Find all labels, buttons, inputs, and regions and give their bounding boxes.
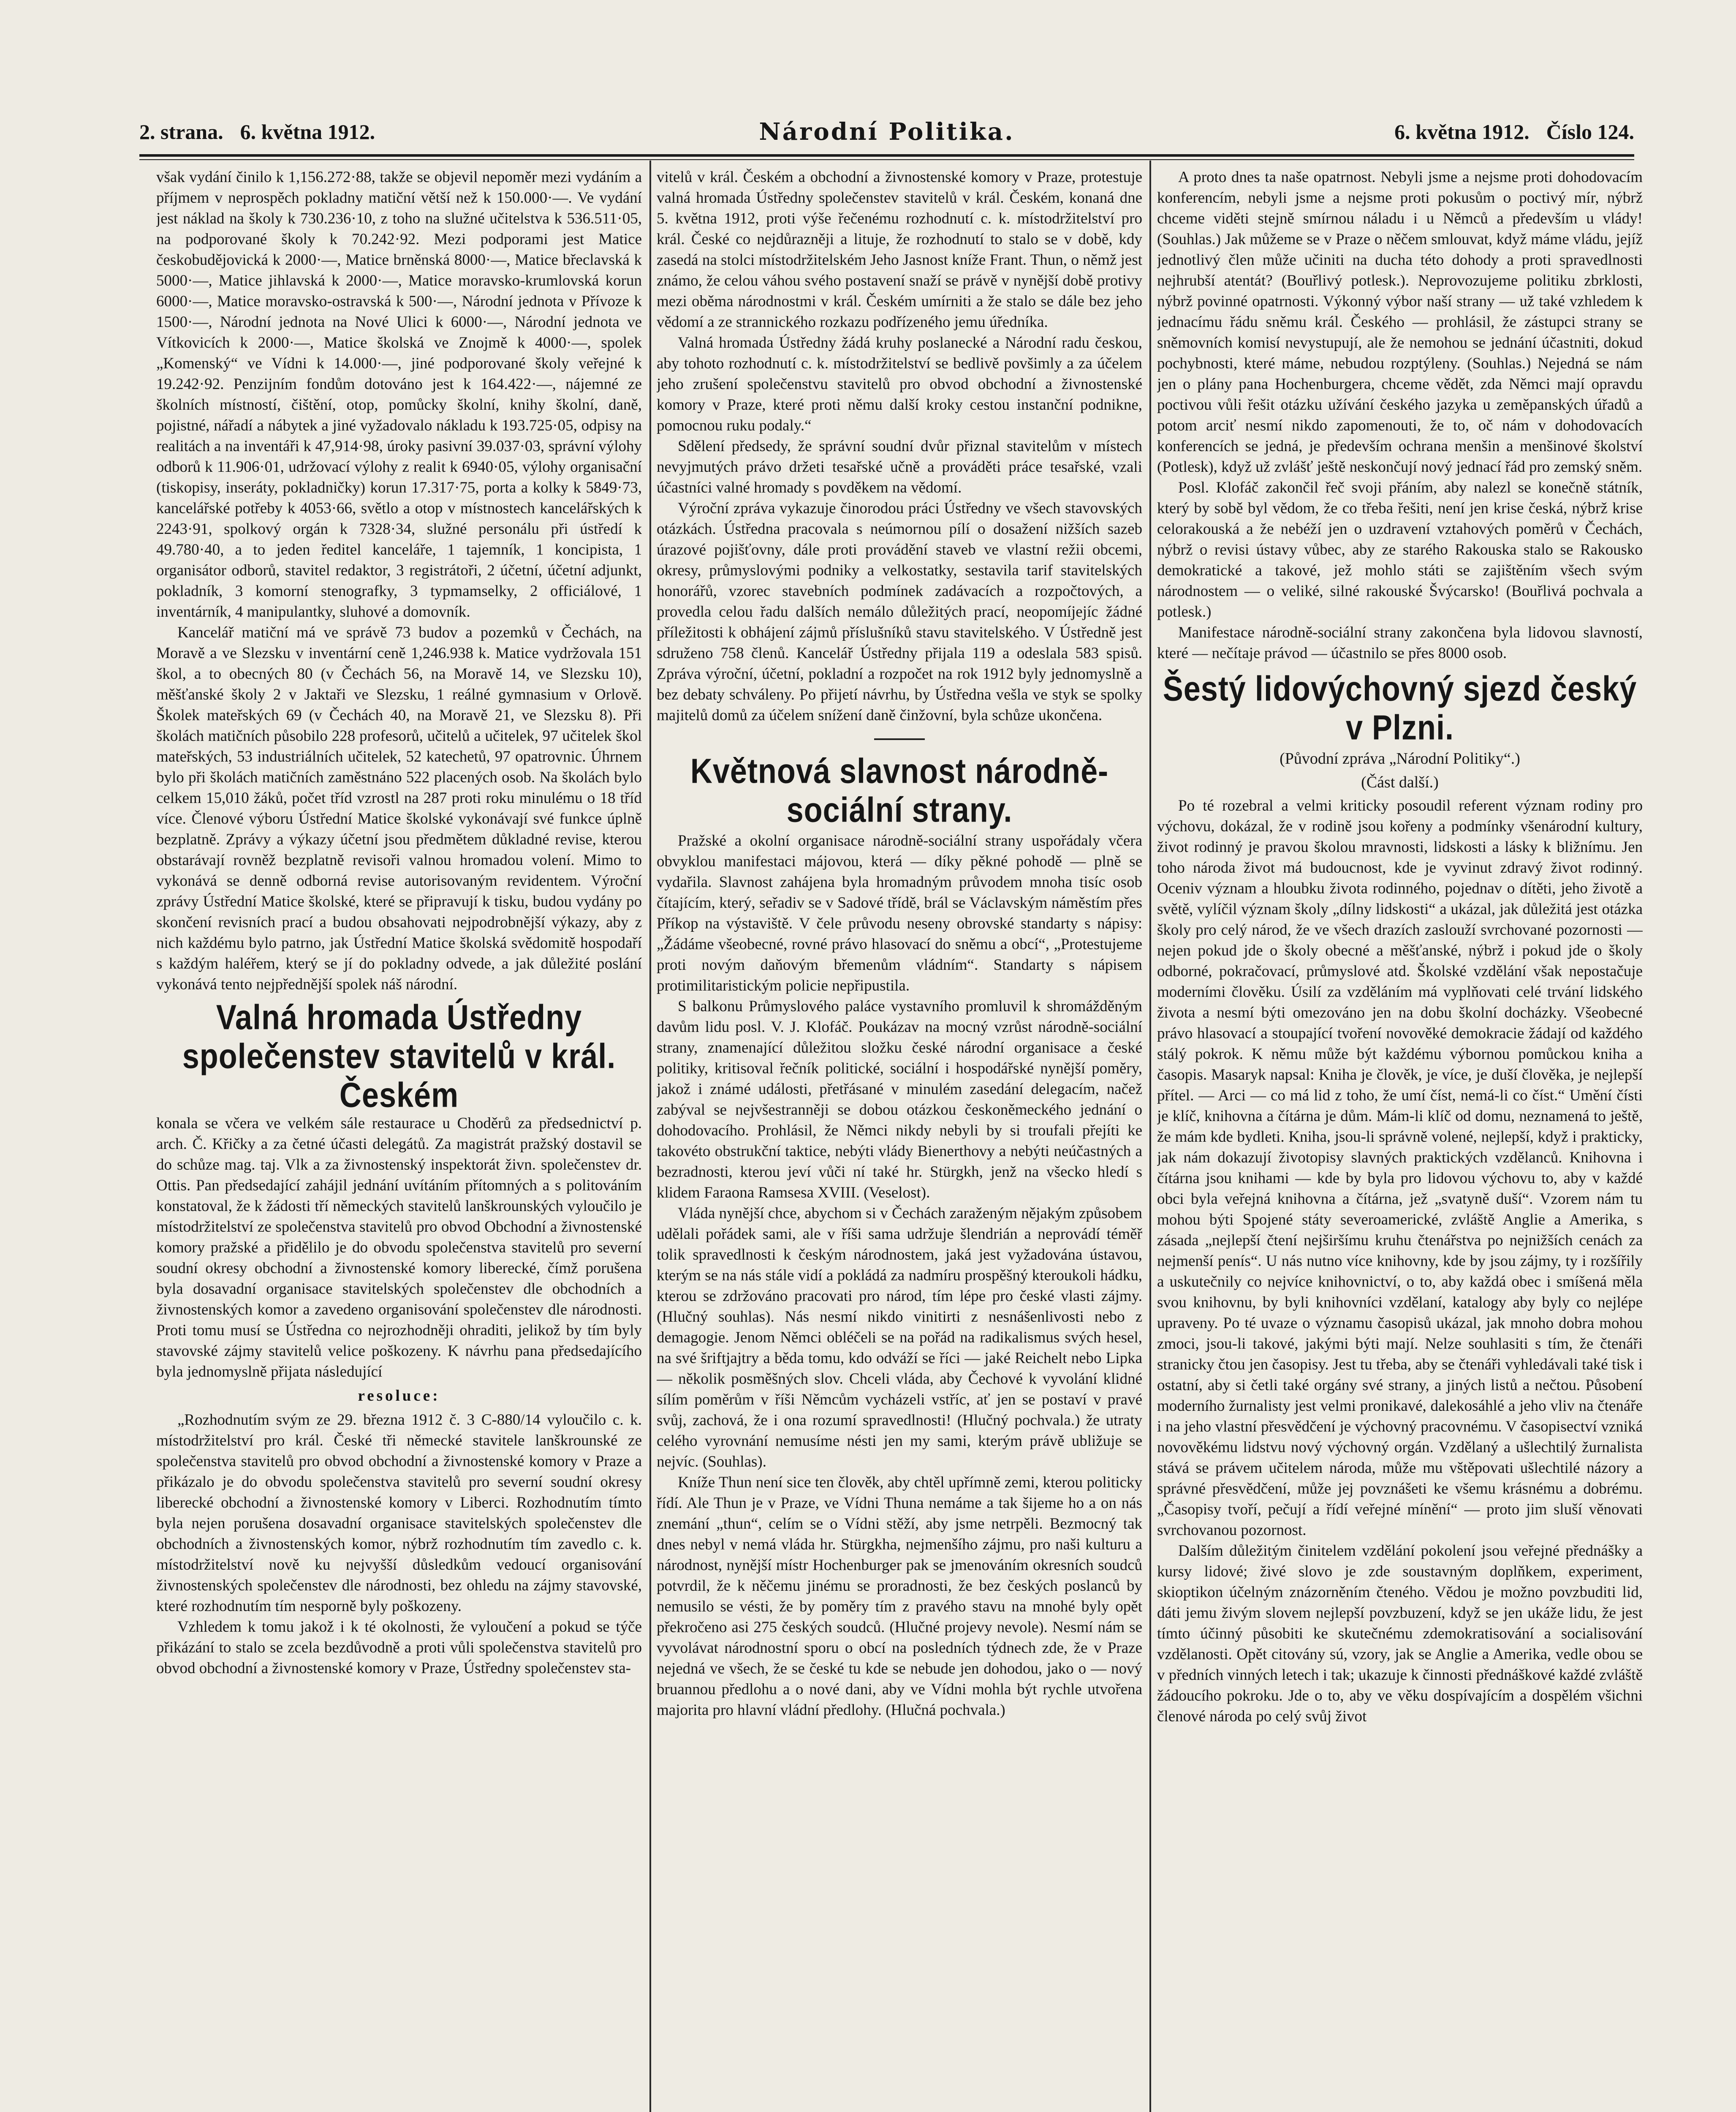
header-rule <box>139 154 1634 157</box>
article-subheading: (Část další.) <box>1361 773 1439 791</box>
issue-date-right: 6. května 1912. <box>1394 120 1530 144</box>
article-paragraph: Výroční zpráva vykazuje činorodou práci Ústředny ve všech stavovských otázkách. Ústředna pracovala s neúmornou pílí o dosažení nižších sazeb úrazové pojišťovny, dále proti provádění staveb ve vlastní režii obcemi, okresy, průmyslovými podniky a velkostatky, sestavila tarif stavitelských honorářů, vzorec stavebních podmínek zadávacích a rozpočtových, a provedla celou řadu dalších nemálo důležitých prací, neopomíjejíc žádné příležitosti k obhájení zájmů příslušníků stavu stavitelského. V Ústředně jest sdruženo 758 členů. Kancelář Ústředny přijala 119 a odeslala 583 spisů. Zpráva výroční, účetní, pokladní a rozpočet na rok 1912 byly jednomyslně a bez debaty schváleny. Po přijetí návrhu, by Ústředna vešla ve styk se spolky majitelů domů za účelem snížení daně činžovní, byla schůze ukončena. <box>657 500 1142 724</box>
article-paragraph: Sdělení předsedy, že správní soudní dvůr přiznal stavitelům v místech nevyjmutých právo držeti tesařské učně a prováděti práce tesařské, vzali účastníci valné hromady s povděkem na vědomí. <box>657 438 1142 496</box>
page-header <box>139 111 1634 153</box>
article-paragraph: Dalším důležitým činitelem vzdělání pokolení jsou veřejné přednášky a kursy lidové; živé slovo je zde soustavným doplňkem, experiment, skioptikon účelným znázorněním čteného. Vědou je možno povzbuditi lid, dáti jemu živým slovem nejlepší povzbuzení, když se jen ukáže lidu, že jest tímto účinný působiti ke skutečnému zdemokratisování a socialisování vzdělanosti. Opět citovány sú, vzory, jak se Anglie a Amerika, vedle obou se v předních vinných letech i tak; ukazuje k činnosti přednáškové každé zvláště žádoucího pokroku. Jde o to, aby ve věku dospívajícím a dospělém všichni členové národa po celý svůj život <box>1157 1542 1643 1725</box>
column-divider <box>649 161 651 2112</box>
article-paragraph: Posl. Klofáč zakončil řeč svoji přáním, aby nalezl se konečně státník, který by sobě byl vědom, že co třeba řešiti, není jen krise česká, nýbrž krise celorakouská a že nebéží jen o uzdravení vztahových poměrů v Čechách, nýbrž o revisi ústavy vůbec, aby ze starého Rakouska stalo se Rakousko demokratické a takové, jež mohlo státi se zajištěním všech svým národnostem — o veliké, silné rakouské Švýcarsko! (Bouřlivá pochvala a potlesk.) <box>1157 479 1643 621</box>
article-paragraph: vitelů v král. Českém a obchodní a živnostenské komory v Praze, protestuje valná hromada Ústředny společenstev stavitelů v král. Českém, konaná dne 5. května 1912, proti výše řečenému rozhodnutí c. k. místodržitelství pro král. České co nejdůrazněji a lituje, že rozhodnutí to stalo se v době, kdy zasedá na stolci místodržitelském Jeho Jasnost kníže Frant. Thun, o němž jest známo, že celou váhou svého postavení snaží se právě v nynější době protivy mezi oběma národnostmi v král. Českém umírniti a že stalo se dále bez jeho vědomí a ze strannického rozkazu podřízeného jemu úředníka. <box>657 169 1142 331</box>
article-headline: Květnová slavnost národně-sociální strany. <box>690 752 1109 830</box>
issue-number: Číslo 124. <box>1546 120 1634 144</box>
issue-date-left: 6. května 1912. <box>240 120 375 144</box>
article-paragraph: Po té rozebral a velmi kriticky posoudil referent význam rodiny pro výchovu, dokázal, že v rodině jsou kořeny a podmínky všenárodní kultury, život rodinný je pravou školou mravnosti, lidskosti a lásky k bližnímu. Jen toho národa život má budoucnost, kde je vyvinut zdravý život rodinný. Oceniv význam a hloubku života rodinného, pojednav o dítěti, jeho životě a světě, vylíčil význam školy „dílny lidskosti“ a ukázal, jak důležitá jest otázka školy pro celý národ, že ve všech drazích zaslouží svrchované pozornosti — nejen pokud jde o školy obecné a měšťanské, nýbrž i pokud jde o školy odborné, pokračovací, průmyslové atd. Školské vzdělání však nepostačuje moderními člověku. Úsilí za vzděláním má vyplňovati celé trvání lidského života a nesmí býti omezováno jen na dobu školní docházky. Všeobecné právo hlasovací a stoupající tvoření novověké demokracie žádají od každého stálý pokrok. K němu může být každému výbornou pomůckou kniha a časopis. Masaryk napsal: Kniha je člověk, je více, je duší člověka, je nejlepší přítel. — Arci — co má lid z toho, že umí číst, nemá-li co číst.“ Umění čísti je klíč, knihovna a čítárna je dům. Mám-li klíč od domu, neznamená to ještě, že mám kde bydleti. Kniha, jsou-li správně volené, nejlepší, když i prakticky, jak nám dokazují životopisy slavných praktických vzdělanců. Knihovna i čítárna jsou knihami — kde by byla pro lidovou výchovu to, aby v každé obci byla veřejná knihovna a čítárna, jež „svatyně duší“. Vzorem nám tu mohou býti Spojené státy severoamerické, zvláště Anglie a Amerika, s zásada „nejlepší čtení nejširšímu kruhu čtenářstva po nejnižších cenách za nejmenší penís“. U nás nutno více knihovny, kde by jsou zájmy, ty i rozšířily a uskutečnily co nejvíce knihovnictví, o to, aby každá obec i smíšená měla svou knihovnu, by byli knihovníci vzdělaní, katalogy aby byly co nejlépe upraveny. Po té uvaze o významu časopisů ukázal, jak mnoho dobra mohou zmoci, jsou-li takové, jakými býti mají. Nelze souhlasiti s tím, že čtenáři stranicky čtou jen časopisy. Jest tu třeba, aby se čtenáři vyhledávali také tisk i ostatní, aby si četli také orgány své strany, a jiných listů a nečtou. Působení moderního žurnalisty jest velmi pronikavé, dalekosáhlé a jeho vliv na čtenáře i na jeho vlastní přesvědčení je výchovný pracovnému. V časopisectví vzniká novověkému lidstvu nový výchovný orgán. Vzdělaný a ušlechtilý žurnalista stává se právem učitelem národa, může mu vštěpovati ušlechtilé názory a správné přesvědčení, může jej povznášeti ke všemu krásnému a dobrému. „Časopisy tvoří, pečují a řídí veřejné mínění“ — proto jim sluší věnovati svrchovanou pozornost. <box>1157 797 1643 1539</box>
column-divider <box>1149 161 1151 2112</box>
header-rule-thin <box>139 159 1634 160</box>
article-paragraph: Kníže Thun není sice ten člověk, aby chtěl upřímně zemi, kterou politicky řídí. Ale Thun je v Praze, ve Vídni Thuna nemáme a tak šijeme ho a on nás znemání „thun“, celím se o Vídni stěží, aby jsme netrpěli. Bezmocný tak dnes nebyl v nemá vláda hr. Stürgkha, nejmenšího zájmu, pro naši kulturu a národnost, nynější místr Hochenburger pak se jmenováním okresních soudců potvrdil, že k něčemu jinému se proradnosti, že bez českých poslanců by nemusilo se vésti, že by poměry tím z pravého stavu na mnohé byly opět překročeno asi 275 českých soudců. (Hlučné projevy nevole). Nesmí nám se vyvolávat národnostní sporu o obcí na posledních týdnech zde, že v Praze nejedná ve všech, že se české tu kde se nebude jen dohodou, jako o — nový bruannou předlohu a o nové dani, aby ve Vídni mohla být rychle utvořena majorita pro hlavní vládní předlohy. (Hlučná pochvala.) <box>657 1474 1142 1719</box>
column-1 <box>156 167 642 2112</box>
article-paragraph: Vláda nynější chce, abychom si v Čechách zaraženým nějakým způsobem udělali pořádek sami, ale v říši sama udržuje šlendrián a neprovádí téměř tolik spravedlnosti k českým národnostem, jaká jest vyžadována ústavou, kterým se na nás stále vidí a pokládá za nadmíru prospěšný kteroukoli hádku, kterou se zdržováno pracovati pro národ, tím lépe pro české vlasti zájmy. (Hlučný souhlas). Nás nesmí nikdo vinitirti z nesnášenlivosti nebo z demagogie. Jenom Němci obléčeli se na pořád na radikalismus svých hesel, na své šriftjajtry a běda tomu, kdo odváží se říci — jaké Reichelt nebo Lipka — několik posměšných slov. Chceli vláda, aby Čechové k vyvolání klidné sílím poměrům v říši Němcům vycházeli vstříc, ať jen se postaví v pravé svůj, zachová, že i ona rozumí spravedlnosti! (Hlučný pochvala.) že utraty celého vyrovnání nemusíme nésti jen my sami, kterým právě ubližuje se nejvíc. (Souhlas). <box>657 1205 1142 1470</box>
article-paragraph: Manifestace národně-sociální strany zakončena byla lidovou slavností, které — nečítaje právod — účastnilo se přes 8000 osob. <box>1157 624 1643 662</box>
section-separator <box>657 729 1142 746</box>
resolution-label: resoluce: <box>358 1387 440 1404</box>
page-number: 2. strana. <box>139 120 223 144</box>
article-paragraph: A proto dnes ta naše opatrnost. Nebyli jsme a nejsme proti dohodovacím konferencím, nebyli jsme a nejsme proti pokusům o poctivý mír, nýbrž chceme viděti stejně smírnou náladu i u Němců a především u vlády! (Souhlas.) Jak můžeme se v Praze o něčem smlouvat, když máme vládu, jejíž jednotlivý člen může učiniti na ducha této dohody a proti spravedlnosti nejhrubší atentát? (Bouřlivý potlesk.). Neprovozujeme politiku zbrklosti, nýbrž povinné opatrnosti. Výkonný výbor naší strany — už také vzhledem k jednacímu řádu sněmu král. Českého — prohlásil, že zástupci strany se sněmovních komisí nevystupují, ale že nemohou se jednání účastniti, dokud pochybnosti, které máme, nebudou rozptýleny. (Souhlas.) Nejedná se nám jen o plány pana Hochenburgera, chceme vědět, zda Němci mají opravdu poctivou vůli řešit otázku užívání českého jazyka u zeměpanských úřadů a potom arciť nesmí nikdo zapomenouti, že to, oč nám v dohodovacích konferencích se jedná, je především ochrana menšin a menšinové školství (Potlesk), když už zvlášť ještě neskončují nový jednací řád pro zemský sněm. <box>1157 169 1643 476</box>
article-subheading: (Původní zpráva „Národní Politiky“.) <box>1280 750 1520 768</box>
article-paragraph: Kancelář matiční má ve správě 73 budov a pozemků v Čechách, na Moravě a ve Slezsku v inventární ceně 1,246.938 k. Matice vydržovala 151 škol, a to obecných 80 (v Čechách 56, na Moravě 14, ve Slezsku 10), měšťanské školy 2 v Jaktaři ve Slezsku, 1 reálné gymnasium v Orlově. Školek mateřských 69 (v Čechách 40, na Moravě 21, ve Slezsku 8). Při školách matičních působilo 228 profesorů, učitelů a učitelek, 97 učitelek škol mateřských, 53 industriálních učitelek, 52 katechetů, 97 opatrovnic. Úhrnem bylo při školách matičních zaměstnáno 522 placených osob. Na školách bylo celkem 15,010 žáků, počet tříd vzrostl na 287 proti roku minulému o 18 tříd více. Členové výboru Ústřední Matice školské vykonávají své funkce úplně bezplatně. Zprávy a výkazy účetní jsou předmětem důkladné revise, kterou obstarávají rovněž bezplatně revisoři valnou hromadou volení. Mimo to vykonává se denně odborná revise autorisovaným revidentem. Výroční zprávy Ústřední Matice školské, které se připravují k tisku, budou vydány po skončení revisních prací a budou obsahovati nejpodrobnější výkazy, aby z nich každému bylo patrno, jak Ústřední Matice školská svědomitě hospodaří s každým haléřem, který se jí do pokladny odvede, a jak důležité poslání vykonává tento nejpřednější spolek náš národní. <box>156 624 642 993</box>
article-paragraph: konala se včera ve velkém sále restaurace u Choděrů za předsednictví p. arch. Č. Křičky a za četné účasti delegátů. Za magistrát pražský dostavil se do schůze mag. taj. Vlk a za živnostenský inspektorát živn. společenstev dr. Ottis. Pan předsedající zahájil jednání uvítáním přítomných a s politováním konstatoval, že k žádosti tří německých stavitelů lanškrounských vyloučilo je místodržitelství ze společenstva stavitelů pro obvod Obchodní a živnostenské komory pražské a přidělilo je do obvodu společenstva stavitelů pro severní soudní okresy obchodní a živnostenské komory liberecké, čímž porušena byla dosavadní organisace stavitelských společenstev dle obchodních a živnostenských komor a zavedeno organisování společenstev dle národnosti. Proti tomu musí se Ústředna co nejrozhodněji ohraditi, jelikož by tím byly stavovské zájmy stavitelů velice poškozeny. K návrhu pana předsedajícího byla jednomyslně přijata následující <box>156 1115 642 1380</box>
article-paragraph: „Rozhodnutím svým ze 29. března 1912 č. 3 C-880/14 vyloučilo c. k. místodržitelství pro král. České tři německé stavitele lanškrounské ze společenstva stavitelů pro obvod obchodní a živnostenské komory v Praze a přikázalo je do obvodu společenstva stavitelů pro severní soudní okresy liberecké obchodní a živnostenské komory v Liberci. Rozhodnutím tímto byla nejen porušena dosavadní organisace stavitelských společenstev dle obchodních a živnostenských komor, nýbrž rozhodnutím tím zavedlo c. k. místodržitelství nově ku nejvyšší důsledkům vedoucí organisování živnostenských společenstev dle národnosti, bez ohledu na zájmy stavovské, které rozhodnutím tím nesporně byly poškozeny. <box>156 1411 642 1615</box>
article-paragraph: však vydání činilo k 1,156.272·88, takže se objevil nepoměr mezi vydáním a příjmem v neprospěch pokladny matiční větší než k 150.000·—. Ve vydání jest náklad na školy k 730.236·10, z toho na služné učitelstva k 536.511·05, na podporované školy k 70.242·92. Mezi podporami jest Matice českobudějovická k 2000·—, Matice brněnská 8000·—, Matice břeclavská k 5000·—, Matice jihlavská k 2000·—, Matice moravsko-krumlovská korun 6000·—, Matice moravsko-ostravská k 500·—, Národní jednota v Přívoze k 1500·—, Národní jednota na Nové Ulici k 6000·—, Národní jednota ve Vítkovicích k 2000·—, Matice školská ve Znojmě k 4000·—, spolek „Komenský“ ve Vídni k 14.000·—, jiné podporované školy veřejné k 19.242·92. Penzijním fondům dotováno jest k 164.422·—, nájemné ze školních místností, čištění, otop, pomůcky školní, knihy školní, daně, pojistné, nářadí a nábytek a jiné vyžadovalo nákladu k 193.725·05, odpisy na realitách a na inventáři k 47,914·98, úroky pasivní 39.037·03, správní výlohy odborů k 11.906·01, udržovací výlohy z realit k 6940·05, výlohy organisační (tiskopisy, inseráty, pokladničky) korun 17.317·75, porta a kolky k 5849·73, kancelářské potřeby k 4053·66, světlo a otop v místnostech kancelářských k 2243·91, spolkový orgán k 7328·34, služné personálu při ústředí k 49.780·40, a to jeden ředitel kanceláře, 1 tajemník, 1 koncipista, 1 organisátor odborů, stavitel redaktor, 3 registrátoři, 2 účetní, účetní adjunkt, pokladník, 3 komorní stenografky, 3 typmamselky, 2 officiálové, 1 inventárník, 4 manipulantky, sluhové a domovník. <box>156 169 642 621</box>
article-paragraph: Valná hromada Ústředny žádá kruhy poslanecké a Národní radu českou, aby tohoto rozhodnutí c. k. místodržitelství se bedlivě povšimly a za účelem jeho zrušení společenstvu stavitelů pro obvod obchodní a živnostenské komory v Praze, které proti němu další kroky cestou instanční podnikne, pomocnou ruku podaly.“ <box>657 334 1142 434</box>
article-headline: Valná hromada Ústředny společenstev stavitelů v král. Českém <box>182 998 616 1115</box>
article-paragraph: Pražské a okolní organisace národně-sociální strany uspořádaly včera obvyklou manifestaci májovou, která — díky pěkné pohodě — plně se vydařila. Slavnost zahájena byla hromadným průvodem mnoha tisíc osob čítajícím, který, seřadiv se v Sadové třídě, brál se Václavským náměstím přes Příkop na výstaviště. V čele průvodu neseny obrovské standarty s nápisy: „Žádáme všeobecné, rovné právo hlasovací do sněmu a obcí“, „Protestujeme proti novým daňovým břemenům vládním“. Standarty s nápisem protimilitaristickým policie nepřipustila. <box>657 832 1142 994</box>
masthead-title: Národní Politika. <box>759 118 1015 146</box>
article-paragraph: S balkonu Průmyslového paláce vystavního promluvil k shromážděným davům lidu posl. V. J. Klofáč. Poukázav na mocný vzrůst národně-sociální strany, znamenající důležitou složku české národní organisace a české politiky, kritisoval řečník politické, sociální i hospodářské nynější poměry, jakož i známé události, přetřásané v minulém zasedání delegacím, načež zabýval se nejvšestranněji se dobou otázkou českoněmeckého jednání o dohodovacího. Prohlásil, že Němci nikdy nebyli by si troufali přejíti ke takovéto obstrukční taktice, nebýti vlády Bienerthovy a nebýti neúčastných a bezradnosti, kterou jeví vůči ní také hr. Stürgkh, jenž na všecko hledí s klidem Faraona Ramsesa XVIII. (Veselost). <box>657 998 1142 1201</box>
column-2 <box>657 167 1142 2112</box>
column-3 <box>1157 167 1643 2112</box>
article-headline: Šestý lidovýchovný sjezd český v Plzni. <box>1163 670 1637 747</box>
article-paragraph: Vzhledem k tomu jakož i k té okolnosti, že vyloučení a pokud se týče přikázání to stalo se zcela bezdůvodně a proti vůli společenstva stavitelů pro obvod obchodní a živnostenské komory v Praze, Ústředny společenstev sta- <box>156 1618 642 1677</box>
